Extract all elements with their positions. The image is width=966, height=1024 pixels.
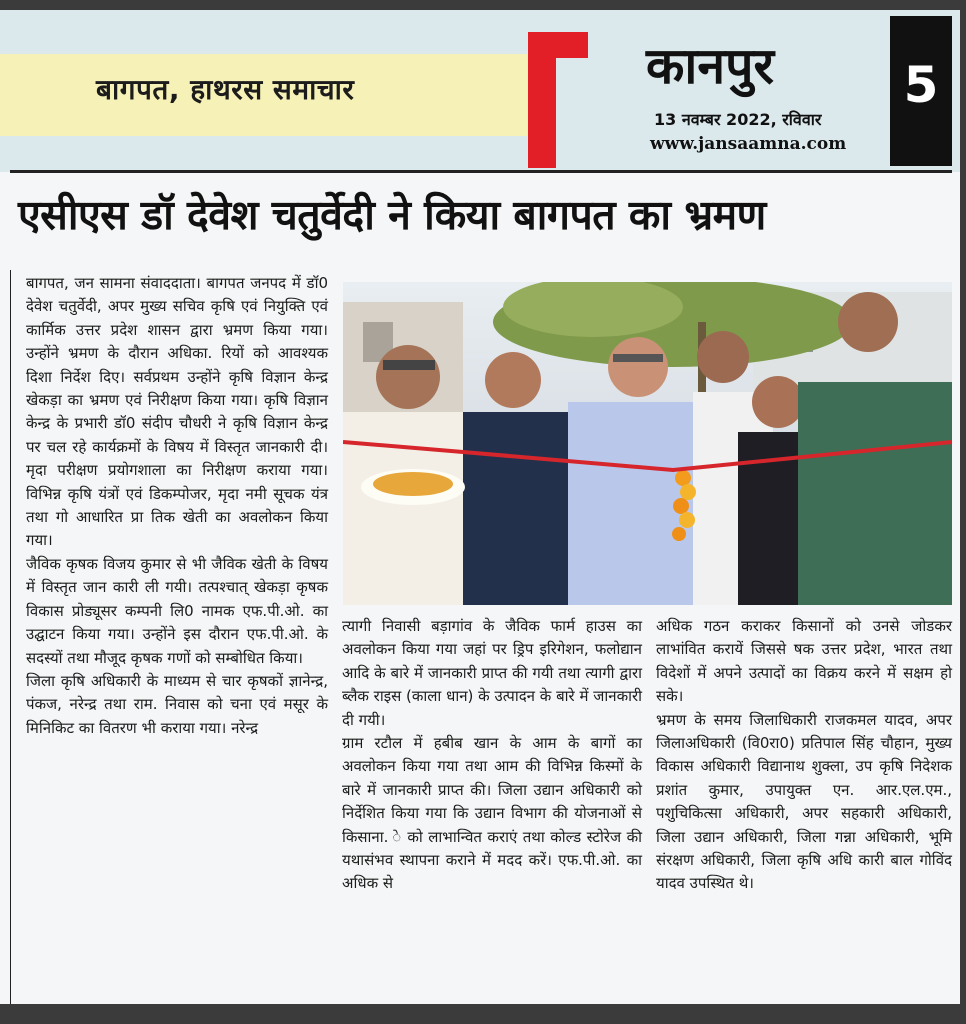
article-paragraph: भ्रमण के समय जिलाधिकारी राजकमल यादव, अपर जिलाअधिकारी (वि0रा0) प्रतिपाल सिंह चौहान, मुख्य विकास अधिकारी विद्यानाथ शुक्ला, उप कृषि निदेशक प्रशांत कुमार, उपायुक्त एन. आर.एल.एम., पशुचिकित्सा अधिकारी, अपर सहकारी अधिकारी, जिला उद्यान अधिकारी, जिला गन्ना अधिकारी, भूमि संरक्षण अधिकारी, जिला कृषि अधि कारी बाल गोविंद यादव उपस्थित थे।: [656, 710, 952, 893]
left-column-rule: [10, 270, 11, 1014]
newspaper-page: [0, 10, 960, 1014]
section-title: बागपत, हाथरस समाचार: [96, 73, 355, 106]
article-paragraph: त्यागी निवासी बड़ागांव के जैविक फार्म हाउस का अवलोकन किया गया जहां पर ड्रिप इरिगेशन, फलोद्यान आदि के बारे में जानकारी प्राप्त की गयी तथा त्यागी द्वारा ब्लैक राइस (काला धान) के उत्पादन के बारे में जानकारी दी गयी।: [342, 617, 642, 729]
masthead-rule: [10, 170, 952, 173]
bottom-edge: [0, 1004, 966, 1024]
article-column-1: [26, 272, 328, 740]
page-number: 5: [903, 56, 939, 114]
article-paragraph: जैविक कृषक विजय कुमार से भी जैविक खेती के विषय में विस्तृत जान कारी ली गयी। तत्पश्चात् खेकड़ा कृषक विकास प्रोड्यूसर कम्पनी लि0 नामक एफ.पी.ओ. का उद्घाटन किया गया। उन्होंने इस दौरान एफ.पी.ओ. के सदस्यों तथा मौजूद कृषक गणों को सम्बोधित किया।: [26, 554, 328, 667]
edition-date: 13 नवम्बर 2022, रविवार: [654, 110, 822, 129]
masthead-red-block-cutout: [556, 58, 588, 168]
news-photo: [343, 282, 952, 605]
article-paragraph: बागपत, जन सामना संवाददाता। बागपत जनपद में डॉ0 देवेश चतुर्वेदी, अपर मुख्य सचिव कृषि एवं नियुक्ति एवं कार्मिक उत्तर प्रदेश शासन द्वारा भ्रमण किया गया। उन्होंने भ्रमण के दौरान अधिका. रियों को आवश्यक दिशा निर्देश दिए। सर्वप्रथम उन्होंने कृषि विज्ञान केन्द्र खेकड़ा का भ्रमण एवं निरीक्षण किया गया। कृषि विज्ञान केन्द्र के प्रभारी डॉ0 संदीप चौधरी ने कृषि विज्ञान केन्द्र पर चल रहे कार्यक्रमों के विषय में विस्तृत जानकारी दी। मृदा परीक्षण प्रयोगशाला का निरीक्षण कराया गया। विभिन्न कृषि यंत्रों एवं डिकम्पोजर, मृदा नमी सूचक यंत्र तथा गो आधारित प्रा तिक खेती का अवलोकन किया गया।: [26, 274, 328, 550]
website-url: www.jansaamna.com: [650, 134, 847, 154]
article-paragraph: अधिक गठन कराकर किसानों को उनसे जोडकर लाभांवित करायें जिससे षक उत्तर प्रदेश, भारत तथा विदेशों में अपने उत्पादों का विक्रय करने में सक्षम हो सके।: [656, 617, 952, 706]
article-paragraph: जिला कृषि अधिकारी के माध्यम से चार कृषकों ज्ञानेन्द्र, पंकज, नरेन्द्र तथा राम. निवास को चना एवं मसूर के मिनिकिट का वितरण भी कराया गया। नरेन्द्र: [26, 671, 328, 737]
article-column-2: [342, 615, 642, 896]
edition-city: कानपुर: [646, 37, 774, 95]
article-paragraph: ग्राम रटौल में हबीब खान के आम के बागों का अवलोकन किया गया तथा आम की विभिन्न किस्मों के बारे में जानकारी प्राप्त की। जिला उद्यान अधिकारी को निर्देशित किया गया कि उद्यान विभाग की योजनाओं से किसाना. े को लाभान्वित कराएं तथा कोल्ड स्टोरेज की यथासंभव स्थापना कराने में मदद करें। एफ.पी.ओ. का अधिक से: [342, 734, 642, 893]
ribbon-cutting-photo: [343, 282, 952, 605]
article-column-3: [656, 615, 952, 896]
page-number-box: [890, 16, 952, 166]
article-headline: एसीएस डॉ देवेश चतुर्वेदी ने किया बागपत का भ्रमण: [18, 191, 766, 239]
